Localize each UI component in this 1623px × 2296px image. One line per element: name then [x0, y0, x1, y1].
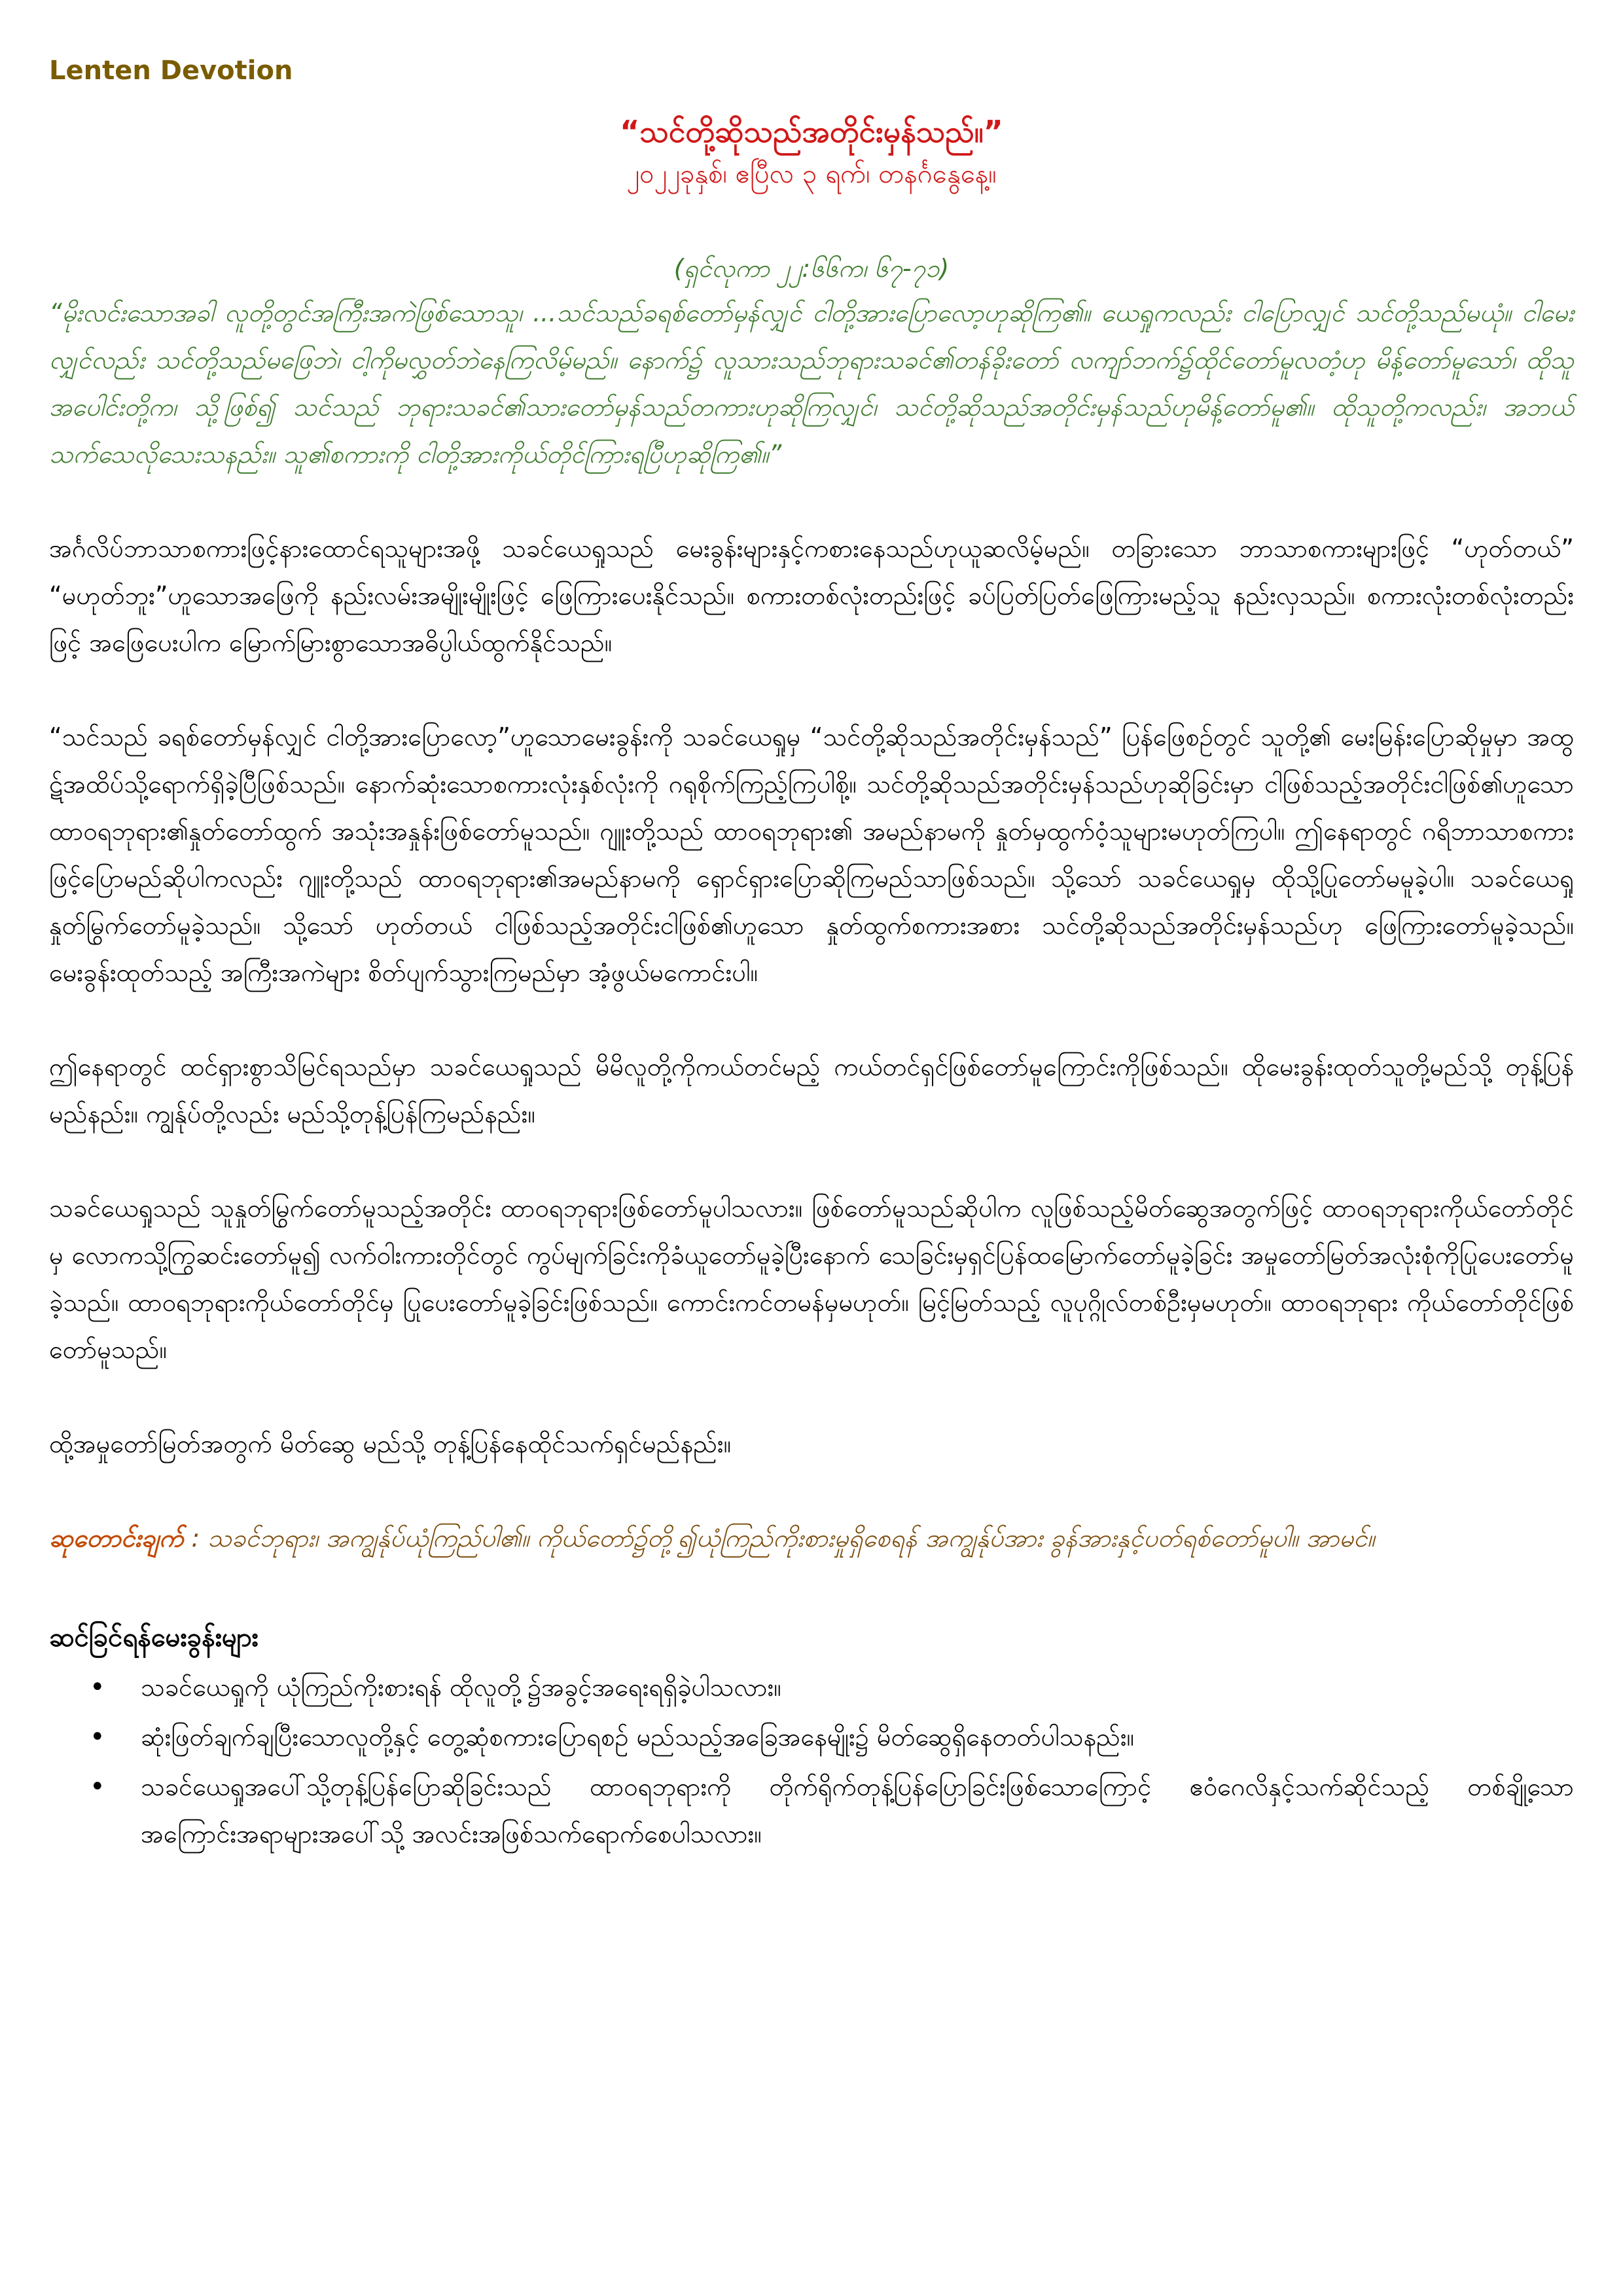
body-paragraph-1: အင်္ဂလိပ်ဘာသာစကားဖြင့်နားထောင်ရသူများအဖို့ သခင်ယေရှုသည် မေးခွန်းများနှင့်ကစားနေသည်ဟုယူဆလိမ့်မည်။ တခြားသော ဘာသာစကားများဖြင့် “ဟုတ်တယ်” “မဟုတ်ဘူး”ဟူသောအဖြေကို နည်းလမ်းအမျိုးမျိုးဖြင့် ဖြေကြားပေးနိုင်သည်။ စကားတစ်လုံးတည်းဖြင့် ခပ်ပြတ်ပြတ်ဖြေကြားမည့်သူ နည်းလှသည်။ စကားလုံးတစ်လုံးတည်းဖြင့် အဖြေပေးပါက မြောက်မြားစွာသောအဓိပ္ပါယ်ထွက်နိုင်သည်။: [49, 534, 1574, 657]
question-text: ဆုံးဖြတ်ချက်ချပြီးသောလူတို့နှင့် တွေ့ဆုံစကားပြောရစဉ် မည်သည့်အခြေအနေမျိုး၌ မိတ်ဆွေရှိနေတတ်ပါသနည်း။: [141, 1723, 1135, 1751]
body-paragraph-2: “သင်သည် ခရစ်တော်မှန်လျှင် ငါတို့အားပြောလော့”ဟူသောမေးခွန်းကို သခင်ယေရှုမှ “သင်တို့ဆိုသည်အတိုင်းမှန်သည်” ပြန်ဖြေစဉ်တွင် သူတို့၏ မေးမြန်းပြောဆိုမှုမှာ အထွဋ်အထိပ်သို့ရောက်ရှိခဲ့ပြီဖြစ်သည်။ နောက်ဆုံးသောစကားလုံးနှစ်လုံးကို ဂရုစိုက်ကြည့်ကြပါစို့။ သင်တို့ဆိုသည်အတိုင်းမှန်သည်ဟုဆိုခြင်းမှာ ငါဖြစ်သည့်အတိုင်းငါဖြစ်၏ဟူသော ထာဝရဘုရား၏နှုတ်တော်ထွက် အသုံးအနှုန်းဖြစ်တော်မူသည်။ ဂျူးတို့သည် ထာဝရဘုရား၏ အမည်နာမကို နှုတ်မှထွက်ဝံ့သူများမဟုတ်ကြပါ။ ဤနေရာတွင် ဂရိဘာသာစကားဖြင့်ပြောမည်ဆိုပါကလည်း ဂျူးတို့သည် ထာဝရဘုရား၏အမည်နာမကို ရှောင်ရှားပြောဆိုကြမည်သာဖြစ်သည်။ သို့သော် သခင်ယေရှုမှ ထိုသို့ပြုတော်မမူခဲ့ပါ။ သခင်ယေရှုနှုတ်မြွက်တော်မူခဲ့သည်။ သို့သော် ဟုတ်တယ် ငါဖြစ်သည့်အတိုင်းငါဖြစ်၏ဟူသော နှုတ်ထွက်စကားအစား သင်တို့ဆိုသည်အတိုင်းမှန်သည်ဟု ဖြေကြားတော်မူခဲ့သည်။ မေးခွန်းထုတ်သည့် အကြီးအကဲများ စိတ်ပျက်သွားကြမည်မှာ အံ့ဖွယ်မကောင်းပါ။: [49, 723, 1574, 987]
body-paragraph-5: ထို့အမှုတော်မြတ်အတွက် မိတ်ဆွေ မည်သို့ တုန့်ပြန်နေထိုင်သက်ရှင်မည်နည်း။: [49, 1429, 732, 1458]
question-item: [90, 1664, 1574, 1711]
questions-list: [49, 1664, 1574, 1857]
question-item: [90, 1713, 1574, 1761]
prayer-separator: :: [183, 1524, 208, 1552]
header-label: Lenten Devotion: [49, 56, 293, 86]
scripture-text: “မိုးလင်းသောအခါ လူတို့တွင်အကြီးအကဲဖြစ်သောသူ၊ ...သင်သည်ခရစ်တော်မှန်လျှင် ငါတို့အားပြောလော့ဟုဆိုကြ၏။ ယေရှုကလည်း ငါပြောလျှင် သင်တို့သည်မယုံ။ ငါမေးလျှင်လည်း သင်တို့သည်မဖြေဘဲ၊ ငါ့ကိုမလွှတ်ဘဲနေကြလိမ့်မည်။ နောက်၌ လူသားသည်ဘုရားသခင်၏တန်ခိုးတော် လကျာ်ဘက်၌ထိုင်တော်မူလတံ့ဟု မိန့်တော်မူသော်၊ ထိုသူအပေါင်းတို့က၊ သို့ဖြစ်၍ သင်သည် ဘုရားသခင်၏သားတော်မှန်သည်တကားဟုဆိုကြလျှင်၊ သင်တို့ဆိုသည်အတိုင်းမှန်သည်ဟုမိန့်တော်မူ၏။ ထိုသူတို့ကလည်း၊ အဘယ်သက်သေလိုသေးသနည်း။ သူ၏စကားကို ငါတို့အားကိုယ်တိုင်ကြားရပြီဟုဆိုကြ၏။”: [49, 298, 1574, 469]
prayer-label: ဆုတောင်းချက်: [49, 1524, 184, 1552]
devotion-page: [49, 39, 1574, 1860]
devotion-title: “သင်တို့ဆိုသည်အတိုင်းမှန်သည်။”: [620, 114, 1003, 149]
bullet-icon: •: [90, 1672, 105, 1702]
bullet-icon: •: [90, 1722, 105, 1752]
question-item: [90, 1763, 1574, 1857]
question-text: သခင်ယေရှုအပေါ်သို့တုန့်ပြန်ပြောဆိုခြင်းသည် ထာဝရဘုရားကို တိုက်ရိုက်တုန့်ပြန်ပြောခြင်းဖြစ်သောကြောင့် ဧဝံဂေလိနှင့်သက်ဆိုင်သည့် တစ်ချို့သောအကြောင်းအရာများအပေါ်သို့ အလင်းအဖြစ်သက်ရောက်စေပါသလား။: [141, 1772, 1574, 1848]
questions-heading: ဆင်ခြင်ရန်မေးခွန်းများ: [49, 1623, 259, 1653]
prayer-text: သခင်ဘုရား၊ အကျွန်ုပ်ယုံကြည်ပါ၏။ ကိုယ်တော်၌တို့၍ယုံကြည်ကိုးစားမှုရှိစေရန် အကျွန်ုပ်အား ခွန်အားနှင့်ပတ်ရစ်တော်မူပါ။ အာမင်။: [207, 1524, 1375, 1552]
body-paragraph-3: ဤနေရာတွင် ထင်ရှားစွာသိမြင်ရသည်မှာ သခင်ယေရှုသည် မိမိလူတို့ကိုကယ်တင်မည့် ကယ်တင်ရှင်ဖြစ်တော်မူကြောင်းကိုဖြစ်သည်။ ထိုမေးခွန်းထုတ်သူတို့မည်သို့ တုန့်ပြန်မည်နည်း။ ကျွန်ုပ်တို့လည်း မည်သို့တုန့်ပြန်ကြမည်နည်း။: [49, 1052, 1574, 1128]
bullet-icon: •: [90, 1772, 105, 1802]
prayer-block: [49, 1515, 1574, 1562]
devotion-date: ၂၀၂၂ခုနှစ်၊ ဧပြီလ ၃ ရက်၊ တနင်္ဂနွေနေ့။: [626, 159, 997, 189]
question-text: သခင်ယေရှုကို ယုံကြည်ကိုးစားရန် ထိုလူတို့၌အခွင့်အရေးရရှိခဲ့ပါသလား။: [141, 1673, 781, 1702]
scripture-reference: (ရှင်လုကာ ၂၂:၆၆က၊ ၆၇-၇၁): [673, 254, 950, 283]
body-paragraph-4: သခင်ယေရှုသည် သူနှုတ်မြွက်တော်မူသည့်အတိုင်း ထာဝရဘုရားဖြစ်တော်မူပါသလား။ ဖြစ်တော်မူသည်ဆိုပါက လူဖြစ်သည့်မိတ်ဆွေအတွက်ဖြင့် ထာဝရဘုရားကိုယ်တော်တိုင်မှ လောကသို့ကြွဆင်းတော်မူ၍ လက်ဝါးကားတိုင်တွင် ကွပ်မျက်ခြင်းကိုခံယူတော်မူခဲ့ပြီးနောက် သေခြင်းမှရှင်ပြန်ထမြောက်တော်မူခဲ့ခြင်း အမှုတော်မြတ်အလုံးစုံကိုပြုပေးတော်မူခဲ့သည်။ ထာဝရဘုရားကိုယ်တော်တိုင်မှ ပြုပေးတော်မူခဲ့ခြင်းဖြစ်သည်။ ကောင်းကင်တမန်မှမဟုတ်။ မြင့်မြတ်သည့် လူပုဂ္ဂိုလ်တစ်ဦးမှမဟုတ်။ ထာဝရဘုရား ကိုယ်တော်တိုင်ဖြစ်တော်မူသည်။: [49, 1194, 1574, 1364]
